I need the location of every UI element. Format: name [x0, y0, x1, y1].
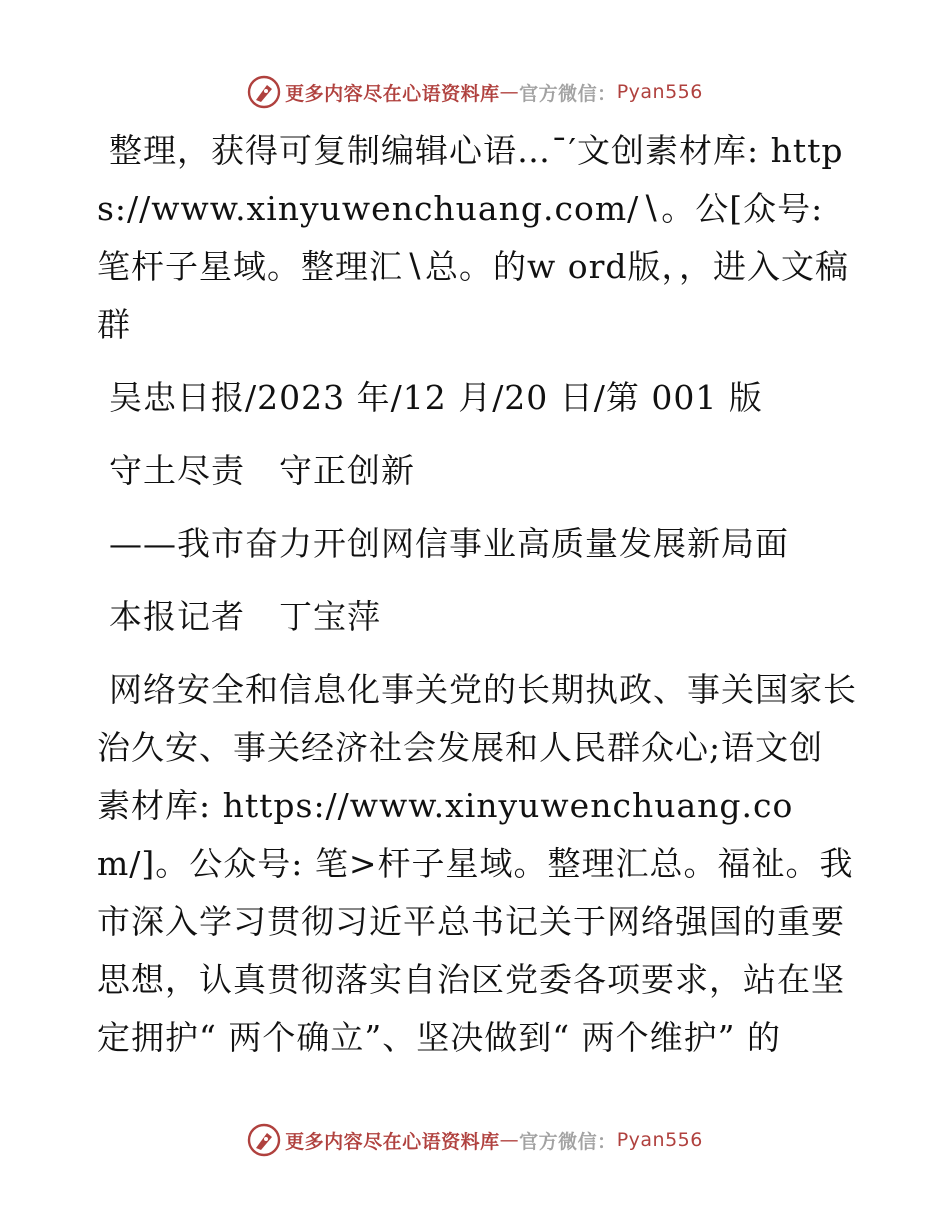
intro-paragraph: 整理，获得可复制编辑心语…¯′文创素材库: https://www.xinyuwenchuang.com/∖。公[众号: 笔杆子星域。整理汇∖总。的w ord版，，进入文稿群 [97, 131, 850, 344]
banner-brand-text: 更多内容尽在心语资料库 [285, 1130, 500, 1153]
dateline: 吴忠日报/2023 年/12 月/20 日/第 001 版 [109, 378, 763, 417]
pen-nib-logo-icon [247, 75, 281, 109]
banner-official-label: 官方微信： [519, 82, 617, 105]
banner-brand-text: 更多内容尽在心语资料库 [285, 82, 500, 105]
footer-banner [0, 1120, 950, 1160]
header-banner [0, 72, 950, 112]
banner-wechat-id: Pyan556 [616, 81, 703, 103]
headline: 守土尽责 守正创新 [109, 451, 415, 490]
banner-separator: — [499, 1129, 520, 1151]
banner-official-label: 官方微信： [519, 1130, 617, 1153]
document-body [97, 122, 857, 1067]
byline: 本报记者 丁宝萍 [109, 597, 381, 636]
pen-nib-logo-icon [247, 1123, 281, 1157]
subheadline: ——我市奋力开创网信事业高质量发展新局面 [109, 524, 789, 563]
banner-separator: — [499, 81, 520, 103]
banner-wechat-id: Pyan556 [616, 1129, 703, 1151]
body-paragraph: 网络安全和信息化事关党的长期执政、事关国家长治久安、事关经济社会发展和人民群众心;语文创素材库: https://www.xinyuwenchuang.com/]。公众号: 笔>杆子星域。整理汇总。福祉。我市深入学习贯彻习近平总书记关于网络强国的重要思想，认真贯彻落实自治区党委各项要求，站在坚定拥护“ 两个确立”、坚决做到“ 两个维护” 的 [97, 670, 857, 1057]
